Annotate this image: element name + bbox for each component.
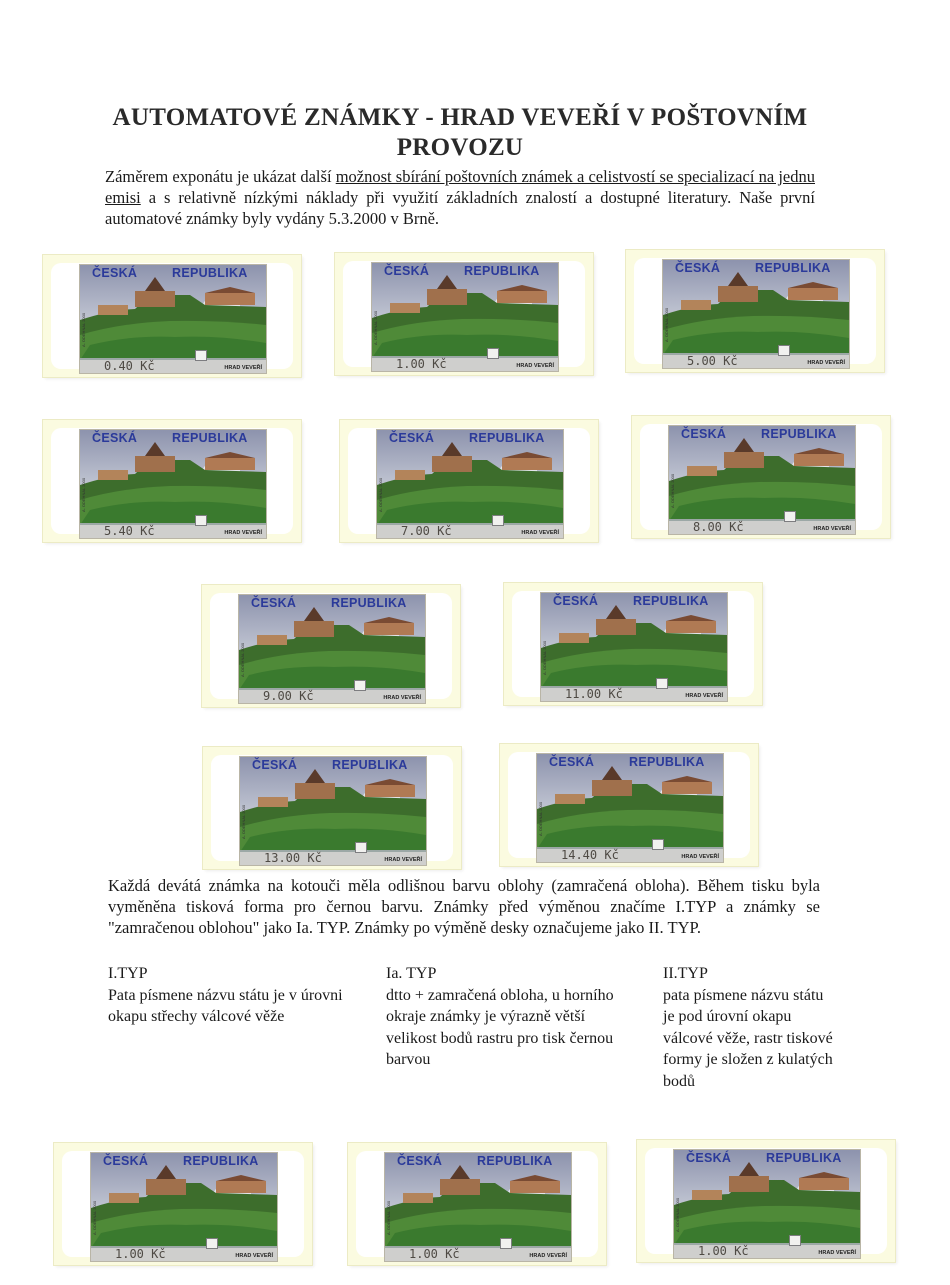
- intro-paragraph: [105, 166, 815, 229]
- castle-artwork: [91, 1153, 277, 1261]
- country-name-right: REPUBLIKA: [172, 431, 248, 445]
- country-name-right: REPUBLIKA: [629, 755, 705, 769]
- country-name-left: ČESKÁ: [251, 596, 297, 610]
- designer-credit: A. ODEHNAL 2000: [81, 312, 86, 347]
- stamp: [673, 1149, 861, 1259]
- castle-label: HRAD VEVEŘÍ: [516, 363, 554, 369]
- country-name-right: REPUBLIKA: [755, 261, 831, 275]
- country-name-right: REPUBLIKA: [633, 594, 709, 608]
- boat-icon: [195, 350, 207, 361]
- castle-artwork: [385, 1153, 571, 1261]
- castle-artwork: [663, 260, 849, 368]
- stamp-value: 1.00 Kč: [698, 1244, 749, 1258]
- country-name-left: ČESKÁ: [681, 427, 727, 441]
- designer-credit: A. ODEHNAL 2000: [378, 477, 383, 512]
- boat-icon: [355, 842, 367, 853]
- intro-text-3: a s relativně nízkými náklady při využití základních znalostí a dostupné literatury. Naše první automatové známky byly vydány 5.3.2000 v Brně.: [105, 188, 815, 228]
- type-description: Každá devátá známka na kotouči měla odlišnou barvu oblohy (zamračená obloha). Během tisku byla vyměněna tisková forma pro černou barvu. Známky před výměnou značíme I.TYP a známky se "zamračenou oblohou" jako Ia. TYP. Známky po výměně desky označujeme jako II. TYP.: [108, 876, 820, 937]
- stamp-mount: [626, 250, 884, 372]
- stamp-mount: [203, 747, 461, 869]
- stamp: [540, 592, 728, 702]
- country-name-left: ČESKÁ: [553, 594, 599, 608]
- designer-credit: A. ODEHNAL 2000: [240, 642, 245, 677]
- stamp: [90, 1152, 278, 1262]
- type-text: Pata písmene názvu státu je v úrovni okapu střechy válcové věže: [108, 986, 343, 1025]
- country-name-right: REPUBLIKA: [477, 1154, 553, 1168]
- stamp-value: 1.00 Kč: [409, 1247, 460, 1261]
- country-name-left: ČESKÁ: [384, 264, 430, 278]
- country-name-right: REPUBLIKA: [761, 427, 837, 441]
- designer-credit: A. ODEHNAL 2000: [92, 1200, 97, 1235]
- stamp: [79, 264, 267, 374]
- stamp-mount: [632, 416, 890, 538]
- stamp-mount: [637, 1140, 895, 1262]
- country-name-left: ČESKÁ: [252, 758, 298, 772]
- stamp-mount: [202, 585, 460, 707]
- stamp-mount: [54, 1143, 312, 1265]
- boat-icon: [487, 348, 499, 359]
- castle-label: HRAD VEVEŘÍ: [384, 857, 422, 863]
- stamp: [536, 753, 724, 863]
- designer-credit: A. ODEHNAL 2000: [670, 473, 675, 508]
- castle-artwork: [80, 430, 266, 538]
- castle-label: HRAD VEVEŘÍ: [224, 530, 262, 536]
- stamp-mount: [340, 420, 598, 542]
- designer-credit: A. ODEHNAL 2000: [373, 310, 378, 345]
- castle-label: HRAD VEVEŘÍ: [807, 360, 845, 366]
- designer-credit: A. ODEHNAL 2000: [386, 1200, 391, 1235]
- boat-icon: [652, 839, 664, 850]
- boat-icon: [778, 345, 790, 356]
- stamp-mount: [348, 1143, 606, 1265]
- country-name-right: REPUBLIKA: [469, 431, 545, 445]
- country-name-right: REPUBLIKA: [332, 758, 408, 772]
- country-name-right: REPUBLIKA: [464, 264, 540, 278]
- stamp: [384, 1152, 572, 1262]
- stamp-value: 0.40 Kč: [104, 359, 155, 373]
- country-name-left: ČESKÁ: [92, 266, 138, 280]
- boat-icon: [206, 1238, 218, 1249]
- stamp-value: 7.00 Kč: [401, 524, 452, 538]
- designer-credit: A. ODEHNAL 2000: [664, 307, 669, 342]
- boat-icon: [784, 511, 796, 522]
- type-heading: I.TYP: [108, 965, 148, 982]
- castle-artwork: [541, 593, 727, 701]
- type-text: dtto + zamračená obloha, u horního okraje známky je výrazně větší velikost bodů rastru pro tisk černou barvou: [386, 986, 614, 1068]
- country-name-left: ČESKÁ: [675, 261, 721, 275]
- stamp-value: 5.40 Kč: [104, 524, 155, 538]
- stamp: [668, 425, 856, 535]
- stamp: [79, 429, 267, 539]
- country-name-left: ČESKÁ: [92, 431, 138, 445]
- country-name-left: ČESKÁ: [686, 1151, 732, 1165]
- stamp-value: 11.00 Kč: [565, 687, 623, 701]
- stamp-mount: [43, 420, 301, 542]
- stamp: [238, 594, 426, 704]
- country-name-right: REPUBLIKA: [183, 1154, 259, 1168]
- stamp-value: 9.00 Kč: [263, 689, 314, 703]
- boat-icon: [500, 1238, 512, 1249]
- type-heading: II.TYP: [663, 965, 708, 982]
- designer-credit: A. ODEHNAL 2000: [542, 640, 547, 675]
- stamp-mount: [335, 253, 593, 375]
- stamp: [239, 756, 427, 866]
- boat-icon: [656, 678, 668, 689]
- stamp-mount: [43, 255, 301, 377]
- castle-artwork: [674, 1150, 860, 1258]
- country-name-left: ČESKÁ: [397, 1154, 443, 1168]
- type-heading: Ia. TYP: [386, 965, 437, 982]
- intro-text-1: Záměrem exponátu je ukázat další: [105, 167, 336, 186]
- designer-credit: A. ODEHNAL 2000: [675, 1197, 680, 1232]
- castle-label: HRAD VEVEŘÍ: [681, 854, 719, 860]
- castle-label: HRAD VEVEŘÍ: [383, 695, 421, 701]
- stamp-value: 1.00 Kč: [115, 1247, 166, 1261]
- type-column-3: [663, 963, 833, 1092]
- country-name-left: ČESKÁ: [389, 431, 435, 445]
- castle-label: HRAD VEVEŘÍ: [529, 1253, 567, 1259]
- castle-artwork: [669, 426, 855, 534]
- boat-icon: [492, 515, 504, 526]
- boat-icon: [354, 680, 366, 691]
- stamp-value: 8.00 Kč: [693, 520, 744, 534]
- stamp-value: 1.00 Kč: [396, 357, 447, 371]
- stamp-value: 5.00 Kč: [687, 354, 738, 368]
- designer-credit: A. ODEHNAL 2000: [538, 801, 543, 836]
- stamp-mount: [500, 744, 758, 866]
- castle-artwork: [377, 430, 563, 538]
- country-name-left: ČESKÁ: [103, 1154, 149, 1168]
- castle-artwork: [240, 757, 426, 865]
- castle-label: HRAD VEVEŘÍ: [521, 530, 559, 536]
- type-column-2: [386, 963, 616, 1071]
- castle-artwork: [80, 265, 266, 373]
- boat-icon: [789, 1235, 801, 1246]
- type-column-1: [108, 963, 358, 1028]
- stamp: [371, 262, 559, 372]
- designer-credit: A. ODEHNAL 2000: [241, 804, 246, 839]
- stamp-mount: [504, 583, 762, 705]
- castle-artwork: [239, 595, 425, 703]
- castle-label: HRAD VEVEŘÍ: [813, 526, 851, 532]
- stamp: [662, 259, 850, 369]
- castle-artwork: [372, 263, 558, 371]
- stamp: [376, 429, 564, 539]
- page-title: AUTOMATOVÉ ZNÁMKY - HRAD VEVEŘÍ V POŠTOVNÍM PROVOZU: [112, 104, 808, 161]
- castle-label: HRAD VEVEŘÍ: [235, 1253, 273, 1259]
- intro-text-underlined: možnost sbírání poštovních známek a celistvostí se specializací na jednu emisi: [105, 167, 815, 207]
- castle-artwork: [537, 754, 723, 862]
- country-name-right: REPUBLIKA: [331, 596, 407, 610]
- type-text: pata písmene názvu státu je pod úrovní okapu válcové věže, rastr tiskové formy je složen z kulatých bodů: [663, 986, 833, 1090]
- castle-label: HRAD VEVEŘÍ: [685, 693, 723, 699]
- castle-label: HRAD VEVEŘÍ: [224, 365, 262, 371]
- castle-label: HRAD VEVEŘÍ: [818, 1250, 856, 1256]
- stamp-value: 14.40 Kč: [561, 848, 619, 862]
- designer-credit: A. ODEHNAL 2000: [81, 477, 86, 512]
- stamp-value: 13.00 Kč: [264, 851, 322, 865]
- country-name-left: ČESKÁ: [549, 755, 595, 769]
- boat-icon: [195, 515, 207, 526]
- country-name-right: REPUBLIKA: [172, 266, 248, 280]
- country-name-right: REPUBLIKA: [766, 1151, 842, 1165]
